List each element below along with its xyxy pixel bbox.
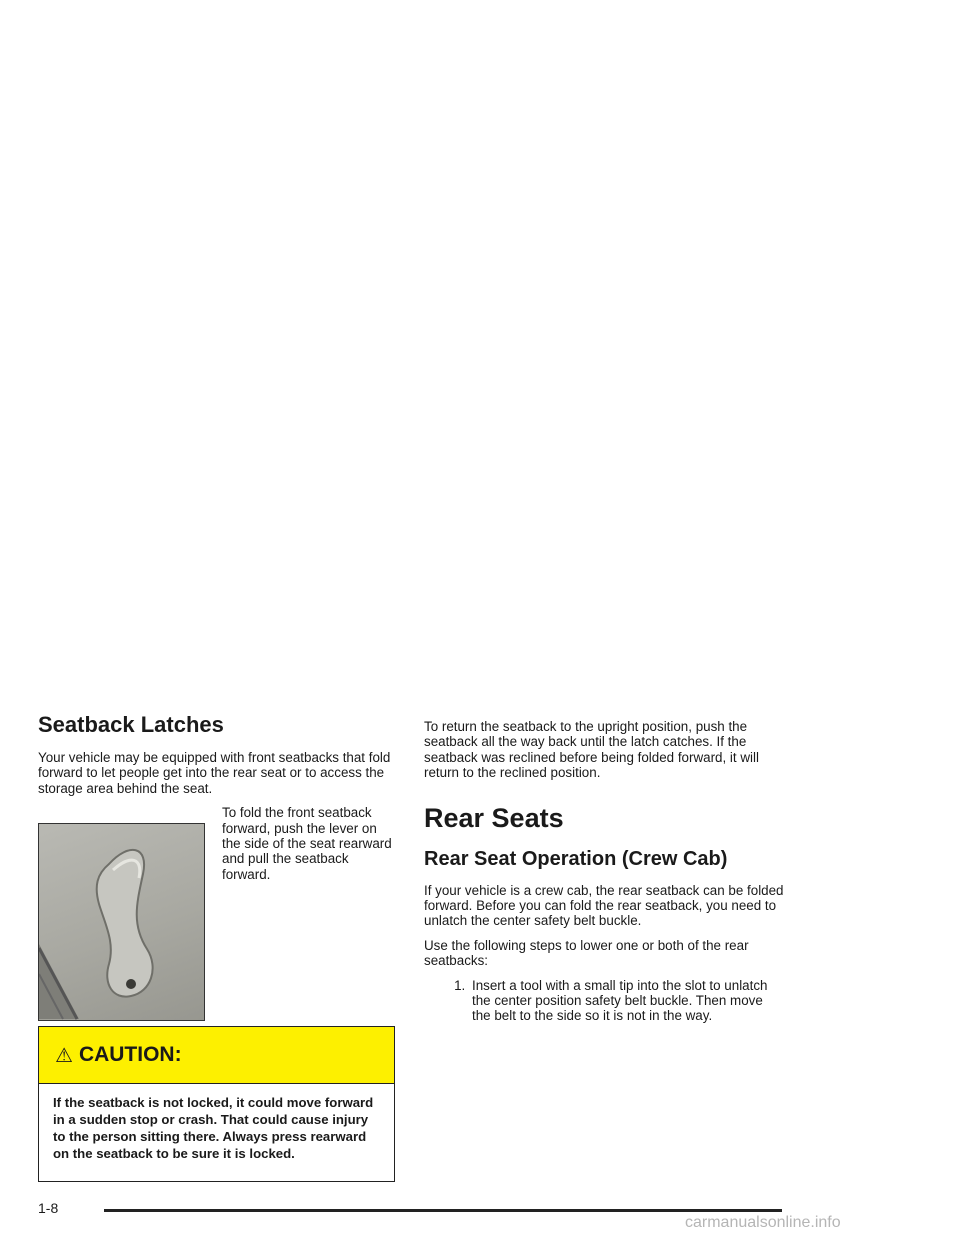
right-column — [424, 719, 784, 1024]
list-item: 1. Insert a tool with a small tip into the slot to unlatch the center position safety belt buckle. Then move the belt to the side so it is not in the way. — [469, 978, 784, 1024]
caution-box — [38, 1026, 395, 1182]
caution-title: CAUTION: — [78, 1043, 182, 1066]
crew-cab-paragraph: If your vehicle is a crew cab, the rear seatback can be folded forward. Before you can fold the rear seatback, you need to unlatch the center safety belt buckle. — [424, 882, 784, 929]
seatback-lever-illustration — [38, 823, 205, 1021]
figure-row — [38, 805, 395, 1005]
seatback-intro-paragraph: Your vehicle may be equipped with front seatbacks that fold forward to let people get into the rear seat or to access the storage area behind the seat. — [38, 750, 391, 796]
caution-text: If the seatback is not locked, it could move forward in a sudden stop or crash. That could cause injury to the person sitting there. Always press rearward on the seatback to be sure it is locked. — [53, 1095, 374, 1161]
left-column — [38, 712, 395, 1161]
watermark-link[interactable]: carmanualsonline.info — [685, 1214, 841, 1231]
caution-header — [39, 1027, 394, 1084]
lever-icon — [39, 824, 204, 1020]
section-heading-rear-seats: Rear Seats — [424, 802, 564, 833]
steps-list — [424, 978, 784, 1024]
return-seatback-paragraph: To return the seatback to the upright position, push the seatback all the way back until the latch catches. If the seatback was reclined before being folded forward, it will return to the reclined position. — [424, 719, 759, 781]
figure-caption — [222, 805, 397, 891]
subsection-heading-rear-seat-operation: Rear Seat Operation (Crew Cab) — [424, 847, 728, 870]
steps-intro-paragraph: Use the following steps to lower one or both of the rear seatbacks: — [424, 937, 749, 969]
warning-triangle-icon: ⚠ — [55, 1044, 73, 1067]
page-number: 1-8 — [38, 1200, 59, 1216]
fold-seatback-instructions: To fold the front seatback forward, push the lever on the side of the seat rearward and pull the seatback forward. — [222, 805, 392, 882]
footer-divider — [104, 1209, 782, 1212]
section-heading-seatback-latches: Seatback Latches — [38, 712, 224, 737]
